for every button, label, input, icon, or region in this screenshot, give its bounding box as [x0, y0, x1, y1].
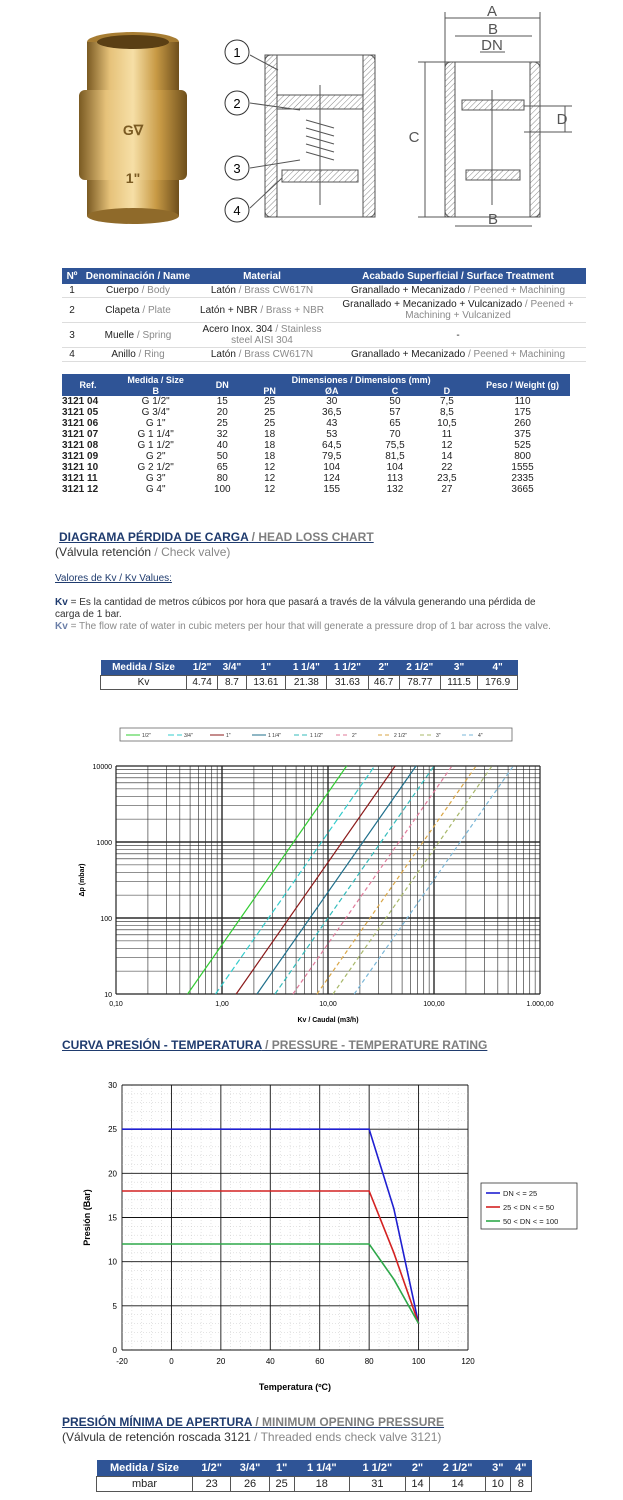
dims-cell: 53 [326, 428, 338, 440]
dims-cell: 375 [514, 428, 531, 440]
dim-b-top-label: B [487, 21, 499, 38]
kv-row-label: Kv [101, 675, 187, 689]
pressure-temperature-chart [70, 1075, 580, 1400]
pt-x-tick: 100 [411, 1357, 426, 1366]
parts-cell-material: Latón + NBR / Brass + NBR [200, 304, 324, 316]
dims-cell: 25 [264, 417, 276, 429]
opening-size-header: 1" [275, 1461, 288, 1474]
dims-cell: 113 [386, 472, 403, 484]
kv_table-size-header: 1" [260, 661, 272, 673]
headloss-legend-label: 1 1/4" [268, 733, 281, 739]
kv_table-value-cell: 78.77 [399, 675, 440, 689]
pt-x-label: Temperatura (ºC) [258, 1382, 332, 1392]
dims-cell: 40 [216, 439, 228, 451]
headloss-x-tick: 1.000,00 [526, 1001, 554, 1008]
dims-cell: 175 [514, 406, 531, 418]
opening-size-header: 3" [492, 1461, 504, 1474]
opening-value-cell: 25 [269, 1476, 294, 1491]
pt-y-tick: 30 [108, 1081, 117, 1090]
headloss-series-line [236, 766, 395, 994]
dims-cell-ref: 3121 09 [62, 450, 99, 462]
dims-cell: 50 [216, 450, 228, 462]
kv-table [100, 660, 518, 690]
kv_table-size-header: 4" [492, 661, 503, 673]
kv_table-value-cell: 176.9 [478, 675, 518, 689]
dims-cell: 18 [264, 428, 276, 440]
dims-cell: 75,5 [385, 439, 405, 451]
pt-y-tick: 10 [108, 1257, 117, 1267]
dims-cell: 132 [386, 483, 404, 495]
dims-cell-ref: 3121 04 [62, 395, 99, 407]
dim-b-bottom-label: B [487, 211, 499, 228]
product-drawings [0, 0, 623, 260]
pt-x-tick: 60 [315, 1357, 325, 1366]
dims-row [62, 462, 570, 473]
parts-row [62, 323, 586, 348]
pt-x-tick: 0 [169, 1357, 174, 1366]
kv-definition-en: Kv = The flow rate of water in cubic meters per hour that will generate a pressure drop of 1 bar across the valve. [55, 621, 551, 632]
dims-cell: 65 [389, 417, 401, 429]
callout-1 [225, 40, 249, 64]
dims-cell: 155 [323, 483, 341, 495]
dims-cell: 32 [216, 428, 228, 440]
dims-cell: 15 [216, 395, 228, 407]
dims-cell: 110 [514, 395, 531, 407]
parts-row [62, 284, 586, 298]
dims-cell: 81,5 [385, 450, 405, 462]
svg-text:4: 4 [233, 203, 241, 218]
parts-col-n: Nº [66, 270, 78, 282]
dims-row [62, 451, 570, 462]
dims-cell: 100 [213, 483, 231, 495]
opening-value-cell: 10 [485, 1476, 510, 1491]
headloss-chart [60, 726, 560, 1036]
parts-cell-material: Latón / Brass CW617N [210, 285, 314, 296]
callout-2 [225, 91, 249, 115]
pt-y-tick: 20 [108, 1169, 117, 1179]
dims-cell: 25 [264, 395, 276, 407]
dims-cell: 525 [514, 439, 531, 451]
opening-size-header: 2 1/2" [442, 1461, 473, 1474]
opening-size-header: 1/2" [201, 1461, 222, 1474]
dims-cell: G 1" [145, 417, 166, 429]
kv-definition-es: Kv = Es la cantidad de metros cúbicos por hora que pasará a través de la válvula generando una pérdida de carga de 1 bar. [55, 597, 536, 620]
dims-cell: 36,5 [322, 406, 342, 418]
parts-cell-name: Clapeta / Plate [105, 304, 171, 316]
svg-text:2: 2 [233, 96, 241, 111]
dims-cell: 12 [264, 483, 276, 495]
dim-d-label: D [556, 111, 568, 128]
headloss-series-line [216, 766, 375, 994]
dims-cell: 65 [216, 461, 228, 473]
dims-cell: 104 [323, 461, 341, 473]
headloss-series-line [257, 766, 416, 994]
svg-text:G∇: G∇ [122, 122, 144, 138]
dimensions-table [62, 374, 570, 495]
headloss-legend-label: 3/4" [184, 733, 193, 739]
dims-cell: G 3" [145, 472, 166, 484]
kv_table-value-cell: 13.61 [246, 675, 286, 689]
headloss-y-tick: 10 [104, 992, 112, 999]
dims-cell-ref: 3121 05 [62, 406, 99, 418]
parts-cell-name: Anillo / Ring [111, 349, 165, 360]
dims-cell: 79,5 [322, 450, 342, 462]
dims-cell: 124 [323, 472, 341, 484]
dims-cell: G 1 1/2" [137, 439, 174, 451]
opening-row-label: mbar [97, 1476, 193, 1491]
pt-y-label: Presión (Bar) [82, 1189, 92, 1246]
dims-cell: 80 [216, 472, 228, 484]
headloss-x-tick: 1,00 [215, 1001, 229, 1008]
dims-col-pn: PN [263, 385, 276, 396]
opening-col-label: Medida / Size [109, 1461, 180, 1474]
opening-size-header: 1 1/4" [306, 1461, 337, 1474]
kv_table-size-header: 3/4" [222, 661, 242, 673]
dims-cell: 27 [441, 483, 453, 495]
pt-x-tick: 80 [364, 1357, 374, 1366]
headloss-y-tick: 10000 [92, 764, 112, 771]
kv_table-value-cell: 111.5 [440, 675, 477, 689]
dims-row [62, 418, 570, 429]
pt-legend-label: 25 < DN < = 50 [503, 1203, 555, 1212]
pt-x-tick: -20 [116, 1357, 128, 1366]
dims-cell-ref: 3121 10 [62, 461, 99, 473]
parts-cell-n: 3 [69, 329, 75, 341]
headloss-legend [120, 728, 512, 741]
opening-size-header: 4" [515, 1461, 527, 1474]
dims-cell: 800 [514, 450, 531, 462]
dims-col-c: C [391, 385, 399, 396]
parts-cell-finish: - [456, 329, 460, 341]
headloss-x-label: Kv / Caudal (m3/h) [297, 1017, 359, 1024]
headloss-legend-label: 2" [352, 733, 357, 739]
headloss-y-tick: 1000 [96, 840, 112, 847]
dims-cell: 43 [326, 417, 338, 429]
dims-cell: 1555 [511, 461, 534, 473]
dims-col-dn: DN [215, 380, 229, 390]
pt-y-tick: 15 [108, 1213, 117, 1223]
pt-y-tick: 0 [112, 1346, 117, 1355]
headloss-legend-label: 1/2" [142, 733, 151, 739]
headloss-series-line [293, 766, 452, 994]
parts-col-material: Material [243, 270, 281, 282]
dims-cell: 7,5 [439, 395, 454, 407]
headloss-legend-label: 2 1/2" [394, 733, 407, 739]
dims-cell: G 2 1/2" [137, 461, 174, 473]
dims-cell: 23,5 [437, 472, 457, 484]
pt-legend-label: 50 < DN < = 100 [503, 1217, 559, 1226]
parts-cell-finish: Granallado + Mecanizado / Peened + Machining [350, 349, 566, 360]
opening-size-header: 3/4" [239, 1461, 261, 1474]
dims-cell-ref: 3121 12 [62, 483, 99, 495]
parts-cell-name: Cuerpo / Body [106, 285, 170, 296]
headloss-y-tick: 100 [100, 916, 112, 923]
dims-cell: 50 [389, 395, 401, 407]
opening-size-header: 2" [411, 1461, 424, 1474]
pt-x-tick: 20 [216, 1357, 226, 1366]
dims-cell: 25 [264, 406, 276, 418]
pt-x-tick: 120 [461, 1357, 475, 1366]
kv_table-size-header: 1 1/2" [333, 661, 361, 673]
dims-cell: 11 [441, 428, 453, 440]
pt-y-tick: 25 [108, 1125, 117, 1135]
kv_table-size-header: 1/2" [192, 661, 212, 673]
kv_table-size-header: 1 1/4" [292, 661, 320, 673]
dims-cell: G 4" [145, 483, 166, 495]
opening-value-cell: 31 [350, 1476, 406, 1491]
dims-cell: 104 [386, 461, 404, 473]
dims-cell: 20 [216, 406, 228, 418]
kv_table-size-header: 2 1/2" [406, 661, 434, 673]
parts-cell-n: 4 [69, 349, 75, 360]
dims-cell-ref: 3121 07 [62, 428, 99, 440]
dims-cell: 14 [441, 450, 453, 462]
dims-cell: 12 [264, 461, 276, 473]
parts-cell-n: 2 [69, 304, 75, 316]
dims-row [62, 396, 570, 407]
dims-cell: 2335 [511, 472, 534, 484]
dims-cell: 64,5 [322, 439, 342, 451]
dims-row [62, 484, 570, 495]
kv_table-value-cell: 21.38 [286, 675, 327, 689]
parts-col-finish: Acabado Superficial / Surface Treatment [362, 270, 554, 282]
dim-c-label: C [408, 129, 420, 146]
dims-cell: G 1 1/4" [137, 428, 174, 440]
headloss-series-line [333, 766, 492, 994]
pt-legend [481, 1183, 577, 1229]
dims-cell: 260 [514, 417, 531, 429]
dims-cell: 12 [264, 472, 276, 484]
dims-cell: 8,5 [439, 406, 454, 418]
opening-title: PRESIÓN MÍNIMA DE APERTURA / MINIMUM OPENING PRESSURE [62, 1415, 445, 1429]
dims-col-weight: Peso / Weight (g) [486, 380, 559, 390]
dims-cell: 12 [441, 439, 453, 451]
parts-row [62, 348, 586, 362]
headloss-series-line [275, 766, 434, 994]
headloss-x-tick: 10,00 [319, 1001, 337, 1008]
dims-col-oa: ØA [325, 385, 339, 396]
parts-cell-n: 1 [69, 285, 75, 296]
svg-text:3: 3 [233, 161, 241, 176]
opening-value-cell: 14 [430, 1476, 486, 1491]
dim-a-label: A [486, 3, 498, 20]
parts-cell-name: Muelle / Spring [104, 329, 172, 341]
dims-cell: 18 [264, 439, 276, 451]
callout-4 [225, 198, 249, 222]
headloss-x-tick: 0,10 [109, 1001, 123, 1008]
parts-col-name: Denominación / Name [85, 270, 191, 282]
headloss-x-tick: 100,00 [423, 1001, 445, 1008]
dims-cell: 70 [389, 428, 401, 440]
section-drawing [250, 55, 375, 217]
dims-cell: 3665 [511, 483, 534, 495]
opening-subtitle: (Válvula de retención roscada 3121 / Threaded ends check valve 3121) [62, 1430, 442, 1444]
photo-size-label: 1" [125, 170, 141, 186]
dims-cell-ref: 3121 06 [62, 417, 99, 429]
dims-cell-ref: 3121 11 [62, 472, 98, 484]
dims-cell: G 3/4" [141, 406, 170, 418]
headloss-legend-label: 4" [478, 733, 483, 739]
headloss-subtitle: (Válvula retención / Check valve) [55, 545, 231, 559]
dims-cell: 18 [264, 450, 276, 462]
opening-value-cell: 14 [405, 1476, 430, 1491]
dims-col-dims: Dimensiones / Dimensions (mm) [291, 374, 431, 385]
headloss-legend-label: 3" [436, 733, 441, 739]
opening-size-header: 1 1/2" [362, 1461, 393, 1474]
dims-col-size: Medida / Size [127, 374, 184, 385]
dims-row [62, 473, 570, 484]
pt-title: CURVA PRESIÓN - TEMPERATURA / PRESSURE - TEMPERATURE RATING [62, 1038, 488, 1052]
dims-row [62, 407, 570, 418]
kv_table-value-cell: 31.63 [327, 675, 368, 689]
dims-cell: 22 [441, 461, 453, 473]
headloss-y-label: Δp (mbar) [79, 863, 86, 897]
pt-legend-label: DN < = 25 [503, 1189, 538, 1198]
opening-table [96, 1460, 532, 1492]
opening-value-cell: 18 [294, 1476, 350, 1491]
dims-cell: G 2" [145, 450, 166, 462]
kv_table-value-cell: 4.74 [187, 675, 218, 689]
headloss-legend-label: 1" [226, 733, 231, 739]
dims-cell: 10,5 [437, 417, 457, 429]
headloss-title: DIAGRAMA PÉRDIDA DE CARGA / HEAD LOSS CHART [59, 530, 374, 544]
callout-3 [225, 156, 249, 180]
kv_table-size-header: 2" [378, 661, 389, 673]
dims-cell: 25 [216, 417, 228, 429]
dims-cell: 30 [326, 395, 338, 407]
svg-text:1: 1 [233, 45, 241, 60]
kv_table-size-header: 3" [453, 661, 465, 673]
pt-y-tick: 5 [112, 1301, 117, 1311]
dims-row [62, 440, 570, 451]
parts-cell-material: Acero Inox. 304 / Stainless steel AISI 304 [202, 324, 322, 346]
dims-cell: 57 [389, 406, 401, 418]
kv-heading: Valores de Kv / Kv Values: [55, 573, 172, 584]
parts-cell-finish: Granallado + Mecanizado + Vulcanizado / Peened + Machining + Vulcanized [342, 299, 574, 321]
dims-cell-ref: 3121 08 [62, 439, 99, 451]
kv_table-value-cell: 46.7 [368, 675, 399, 689]
valve-photo [79, 32, 187, 224]
opening-value-cell: 8 [510, 1476, 531, 1491]
parts-row [62, 298, 586, 323]
dim-dn-label: DN [481, 37, 503, 54]
kv-col-label: Medida / Size [112, 661, 175, 673]
dims-row [62, 429, 570, 440]
dims-cell: G 1/2" [141, 395, 170, 407]
opening-value-cell: 26 [231, 1476, 269, 1491]
parts-cell-finish: Granallado + Mecanizado / Peened + Machining [350, 285, 566, 296]
dims-col-size-b: B [152, 385, 159, 396]
dims-col-d: D [443, 385, 451, 396]
headloss-series-line [317, 766, 476, 994]
kv_table-value-cell: 8.7 [218, 675, 246, 689]
headloss-grid [116, 766, 540, 994]
opening-value-cell: 23 [193, 1476, 231, 1491]
parts-table [62, 268, 586, 362]
pt-x-tick: 40 [265, 1357, 275, 1366]
dims-col-ref: Ref. [79, 380, 97, 390]
parts-cell-material: Latón / Brass CW617N [210, 349, 314, 360]
headloss-legend-label: 1 1/2" [310, 733, 323, 739]
